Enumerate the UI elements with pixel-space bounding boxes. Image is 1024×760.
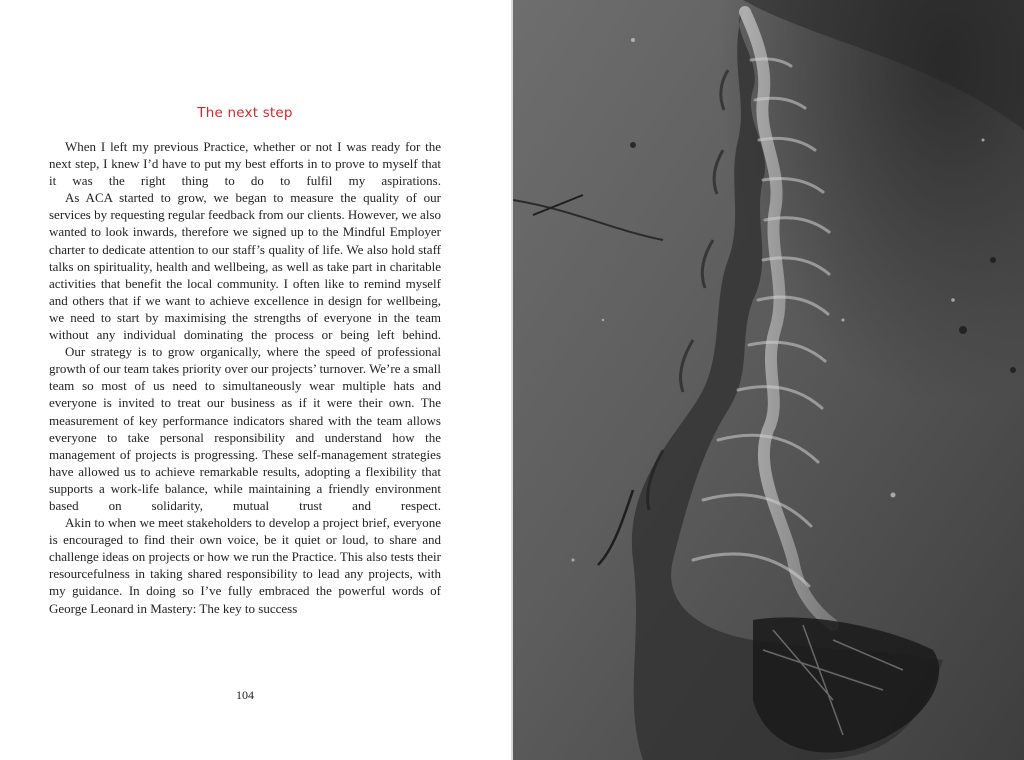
sand-ridge-photo [513,0,1024,760]
chapter-title: The next step [197,105,293,121]
paragraph-1: When I left my previous Practice, whether or not I was ready for the next step, I knew I’d have to put my best efforts in to prove to myself that it was the right thing to do to fulfil my aspirations. [49,139,441,189]
left-page [0,0,511,760]
page-number: 104 [236,688,254,702]
paragraph-3: Our strategy is to grow organically, where the speed of professional growth of our team takes priority over our projects’ turnover. We’re a small team so most of us need to simultaneously wear multiple hats and everyone is invited to treat our business as if it were their own. The measurement of key performance indicators shared with the team allows everyone to take personal responsibility and understand how the management of projects is progressing. These self-management strategies have allowed us to achieve remarkable results, adopting a flexibility that supports a work-life balance, while maintaining a friendly environment based on solidarity, mutual trust and respect. [49,344,441,513]
sand-ridge-illustration [513,0,1024,760]
body-text [49,138,441,617]
paragraph-2: As ACA started to grow, we began to measure the quality of our services by requesting regular feedback from our clients. However, we also wanted to look inwards, therefore we signed up to the Mindful Employer charter to dedicate attention to our staff’s quality of life. We also hold staff talks on spirituality, health and wellbeing, as well as take part in charitable activities that benefit the local community. I often like to remind myself and others that if we want to achieve excellence in design for wellbeing, we need to start by maximising the strengths of everyone in the team without any individual dominating the process or being left behind. [49,190,441,343]
paragraph-4: Akin to when we meet stakeholders to develop a project brief, everyone is encouraged to find their own voice, be it quiet or loud, to share and challenge ideas on projects or how we run the Practice. This also tests their resourcefulness in taking shared responsibility to lead any projects, with my guidance. In doing so I’ve fully embraced the powerful words of George Leonard in Mastery: The key to success [49,515,441,616]
